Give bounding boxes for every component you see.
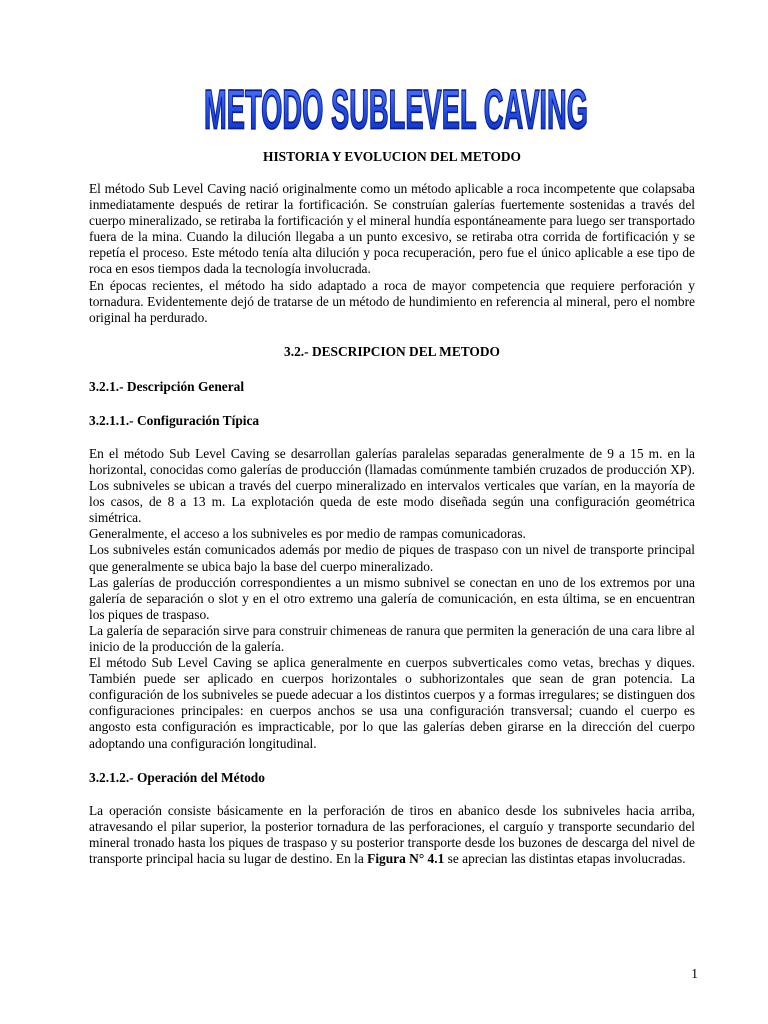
subsection-general: 3.2.1.- Descripción General	[89, 378, 245, 394]
figure-reference[interactable]: Figura N° 4.1	[367, 850, 445, 866]
title-wordart	[200, 84, 592, 140]
history-paragraph-2: En épocas recientes, el método ha sido adaptado a roca de mayor competencia que requiere perforación y tornadura. Evidentemente dejó de tratarse de un método de hundimiento en referencia al mineral, pero el nombre original ha perdurado.	[89, 277, 695, 325]
document-title: METODO SUBLEVEL CAVING	[203, 84, 588, 140]
subsection-operation: 3.2.1.2.- Operación del Método	[89, 769, 265, 785]
page-number: 1	[691, 966, 698, 981]
config-paragraph-3: Los subniveles están comunicados además por medio de piques de traspaso con un nivel de transporte principal que generalmente se ubica bajo la base del cuerpo mineralizado.	[89, 542, 695, 574]
operation-text-before: La operación consiste básicamente en la perforación de tiros en abanico desde los subniveles hacia arriba, atravesando el pilar superior, la posterior tornadura de las perforaciones, el carguío y transporte secundario del mineral tronado hasta los piques de traspaso y su posterior transporte desde los buzones de descarga del nivel de transporte principal hacia su lugar de destino. En la	[89, 802, 695, 866]
config-paragraph-1: En el método Sub Level Caving se desarrollan galerías paralelas separadas generalmente de 9 a 15 m. en la horizontal, conocidas como galerías de producción (llamadas comúnmente también cruzados de producción XP). Los subniveles se ubican a través del cuerpo mineralizado en intervalos verticales que varían, en la mayoría de los casos, de 8 a 13 m. La explotación queda de este modo diseñada según una configuración geométrica simétrica.	[89, 445, 695, 526]
section-heading: 3.2.- DESCRIPCION DEL METODO	[284, 343, 500, 359]
config-paragraph-6: El método Sub Level Caving se aplica generalmente en cuerpos subverticales como vetas, brechas y diques. También puede ser aplicado en cuerpos horizontales o subhorizontales que sean de gran potencia. La configuración de los subniveles se puede adecuar a los distintos cuerpos y a formas irregulares; se distinguen dos configuraciones principales: en cuerpos anchos se usa una configuración transversal; cuando el cuerpo es angosto esta configuración es impracticable, por lo que las galerías deben girarse en la dirección del cuerpo adoptando una configuración longitudinal.	[89, 655, 695, 751]
document-body	[89, 148, 695, 867]
subsection-config: 3.2.1.1.- Configuración Típica	[89, 412, 260, 428]
history-heading: HISTORIA Y EVOLUCION DEL METODO	[263, 149, 521, 164]
config-paragraph-5: La galería de separación sirve para construir chimeneas de ranura que permiten la generación de una cara libre al inicio de la producción de la galería.	[89, 622, 695, 654]
history-paragraph-1: El método Sub Level Caving nació originalmente como un método aplicable a roca incompetente que colapsaba inmediatamente después de retirar la fortificación. Se construían galerías fuertemente sostenidas a través del cuerpo mineralizado, se retiraba la fortificación y el mineral hundía espontáneamente para luego ser transportado fuera de la mina. Cuando la dilución llegaba a un punto excesivo, se retiraba otra corrida de fortificación y se repetía el proceso. Este método tenía alta dilución y poca recuperación, pero fue el único aplicable a ese tipo de roca en esos tiempos dada la tecnología involucrada.	[89, 181, 695, 277]
config-paragraph-2: Generalmente, el acceso a los subniveles es por medio de rampas comunicadoras.	[89, 526, 526, 542]
operation-text-after: se aprecian las distintas etapas involucradas.	[444, 850, 686, 866]
operation-paragraph	[89, 803, 695, 867]
config-paragraph-4: Las galerías de producción correspondientes a un mismo subnivel se conectan en uno de los extremos por una galería de separación o slot y en el otro extremo una galería de comunicación, en esta última, se en encuentran los piques de traspaso.	[89, 574, 695, 622]
